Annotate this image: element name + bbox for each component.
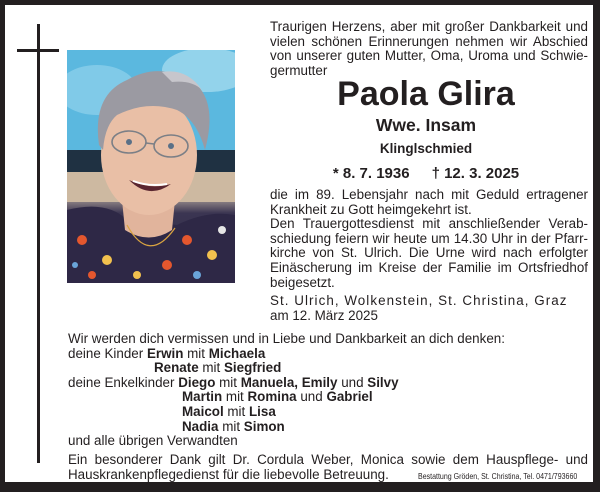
grandchildren-row xyxy=(182,390,373,405)
intro-line: germutter xyxy=(270,62,328,78)
child-name: Erwin xyxy=(146,345,184,361)
partner-name: Simon xyxy=(243,418,285,434)
funeral-line: beigesetzt. xyxy=(270,274,335,290)
life-dates xyxy=(255,165,597,183)
grandchild-name: Nadia xyxy=(182,418,219,434)
intro-line: Traurigen Herzens, aber mit großer Dankbarkeit und xyxy=(270,19,588,34)
connector: mit xyxy=(222,418,241,434)
connector: und xyxy=(341,374,364,390)
thanks-line: Hauskrankenpflegedienst für die liebevolle Betreuung. xyxy=(68,466,389,482)
connector: mit xyxy=(219,374,237,390)
portrait-photo xyxy=(67,50,235,283)
connector: mit xyxy=(225,389,244,405)
funeral-line: kirche von St. Ulrich. Die Urne wird nach erfolgter xyxy=(270,245,588,261)
children-row xyxy=(68,347,265,362)
intro-line: vielen schönen Erinnerungen nehmen wir Abschied xyxy=(270,33,588,49)
mourners-intro: Wir werden dich vermissen und in Liebe und Dankbarkeit an dich denken: xyxy=(68,331,505,346)
partner-name: Romina xyxy=(247,389,297,405)
obituary-card xyxy=(5,5,593,482)
child-name: Renate xyxy=(154,360,199,376)
children-label: deine Kinder xyxy=(68,345,144,361)
intro-line: von unserer guten Mutter, Oma, Uroma und Schwie- xyxy=(270,48,588,64)
partner-name: Gabriel xyxy=(326,389,373,405)
grandchildren-row xyxy=(182,420,285,435)
partner-name: Siegfried xyxy=(223,360,282,376)
passing-line: Krankheit zu Gott heimgekehrt ist. xyxy=(270,201,472,217)
partner-name: Silvy xyxy=(367,374,399,390)
partner-name: Michaela xyxy=(208,345,266,361)
deceased-name: Paola Glira xyxy=(337,75,515,113)
passing-line: die im 89. Lebensjahr nach mit Geduld ertragener xyxy=(270,187,588,202)
connector: mit xyxy=(227,404,246,419)
children-row xyxy=(154,361,281,376)
grandchild-name: Martin xyxy=(182,389,223,405)
connector: und xyxy=(300,389,323,405)
grandchild-name: Maicol xyxy=(182,404,224,419)
birth-date: * 8. 7. 1936 xyxy=(332,165,410,182)
death-date: † 12. 3. 2025 xyxy=(431,165,520,182)
funeral-line: schiedung feiern wir heute um 14.30 Uhr in der Pfarr- xyxy=(270,230,588,246)
house-name: Klinglschmied xyxy=(379,141,473,156)
notice-date: am 12. März 2025 xyxy=(270,307,378,323)
funeral-line: Den Trauergottesdienst mit anschließender Verab- xyxy=(270,216,588,232)
cross-icon-bar xyxy=(17,49,59,52)
thanks-line: Ein besonderer Dank gilt Dr. Cordula Weber, Monica sowie dem Hauspflege- und xyxy=(68,452,588,467)
grandchildren-row xyxy=(68,376,399,391)
connector: mit xyxy=(202,360,221,376)
connector: mit xyxy=(187,345,205,361)
grandchildren-label: deine Enkelkinder xyxy=(68,374,175,390)
partner-name: Lisa xyxy=(249,404,276,419)
undertaker-credit: Bestattung Gröden, St. Christina, Tel. 0471/793660 xyxy=(418,471,578,481)
partner-name: Manuela, Emily xyxy=(240,374,338,390)
cross-icon xyxy=(37,24,40,463)
grandchildren-row xyxy=(182,405,276,420)
places: St. Ulrich, Wolkenstein, St. Christina, Graz xyxy=(270,293,568,308)
relatives: und alle übrigen Verwandten xyxy=(68,433,238,449)
funeral-line: Einäscherung im Kreise der Familie im Ortsfriedhof xyxy=(270,260,588,275)
widow-of: Wwe. Insam xyxy=(375,115,477,135)
grandchild-name: Diego xyxy=(178,374,216,390)
